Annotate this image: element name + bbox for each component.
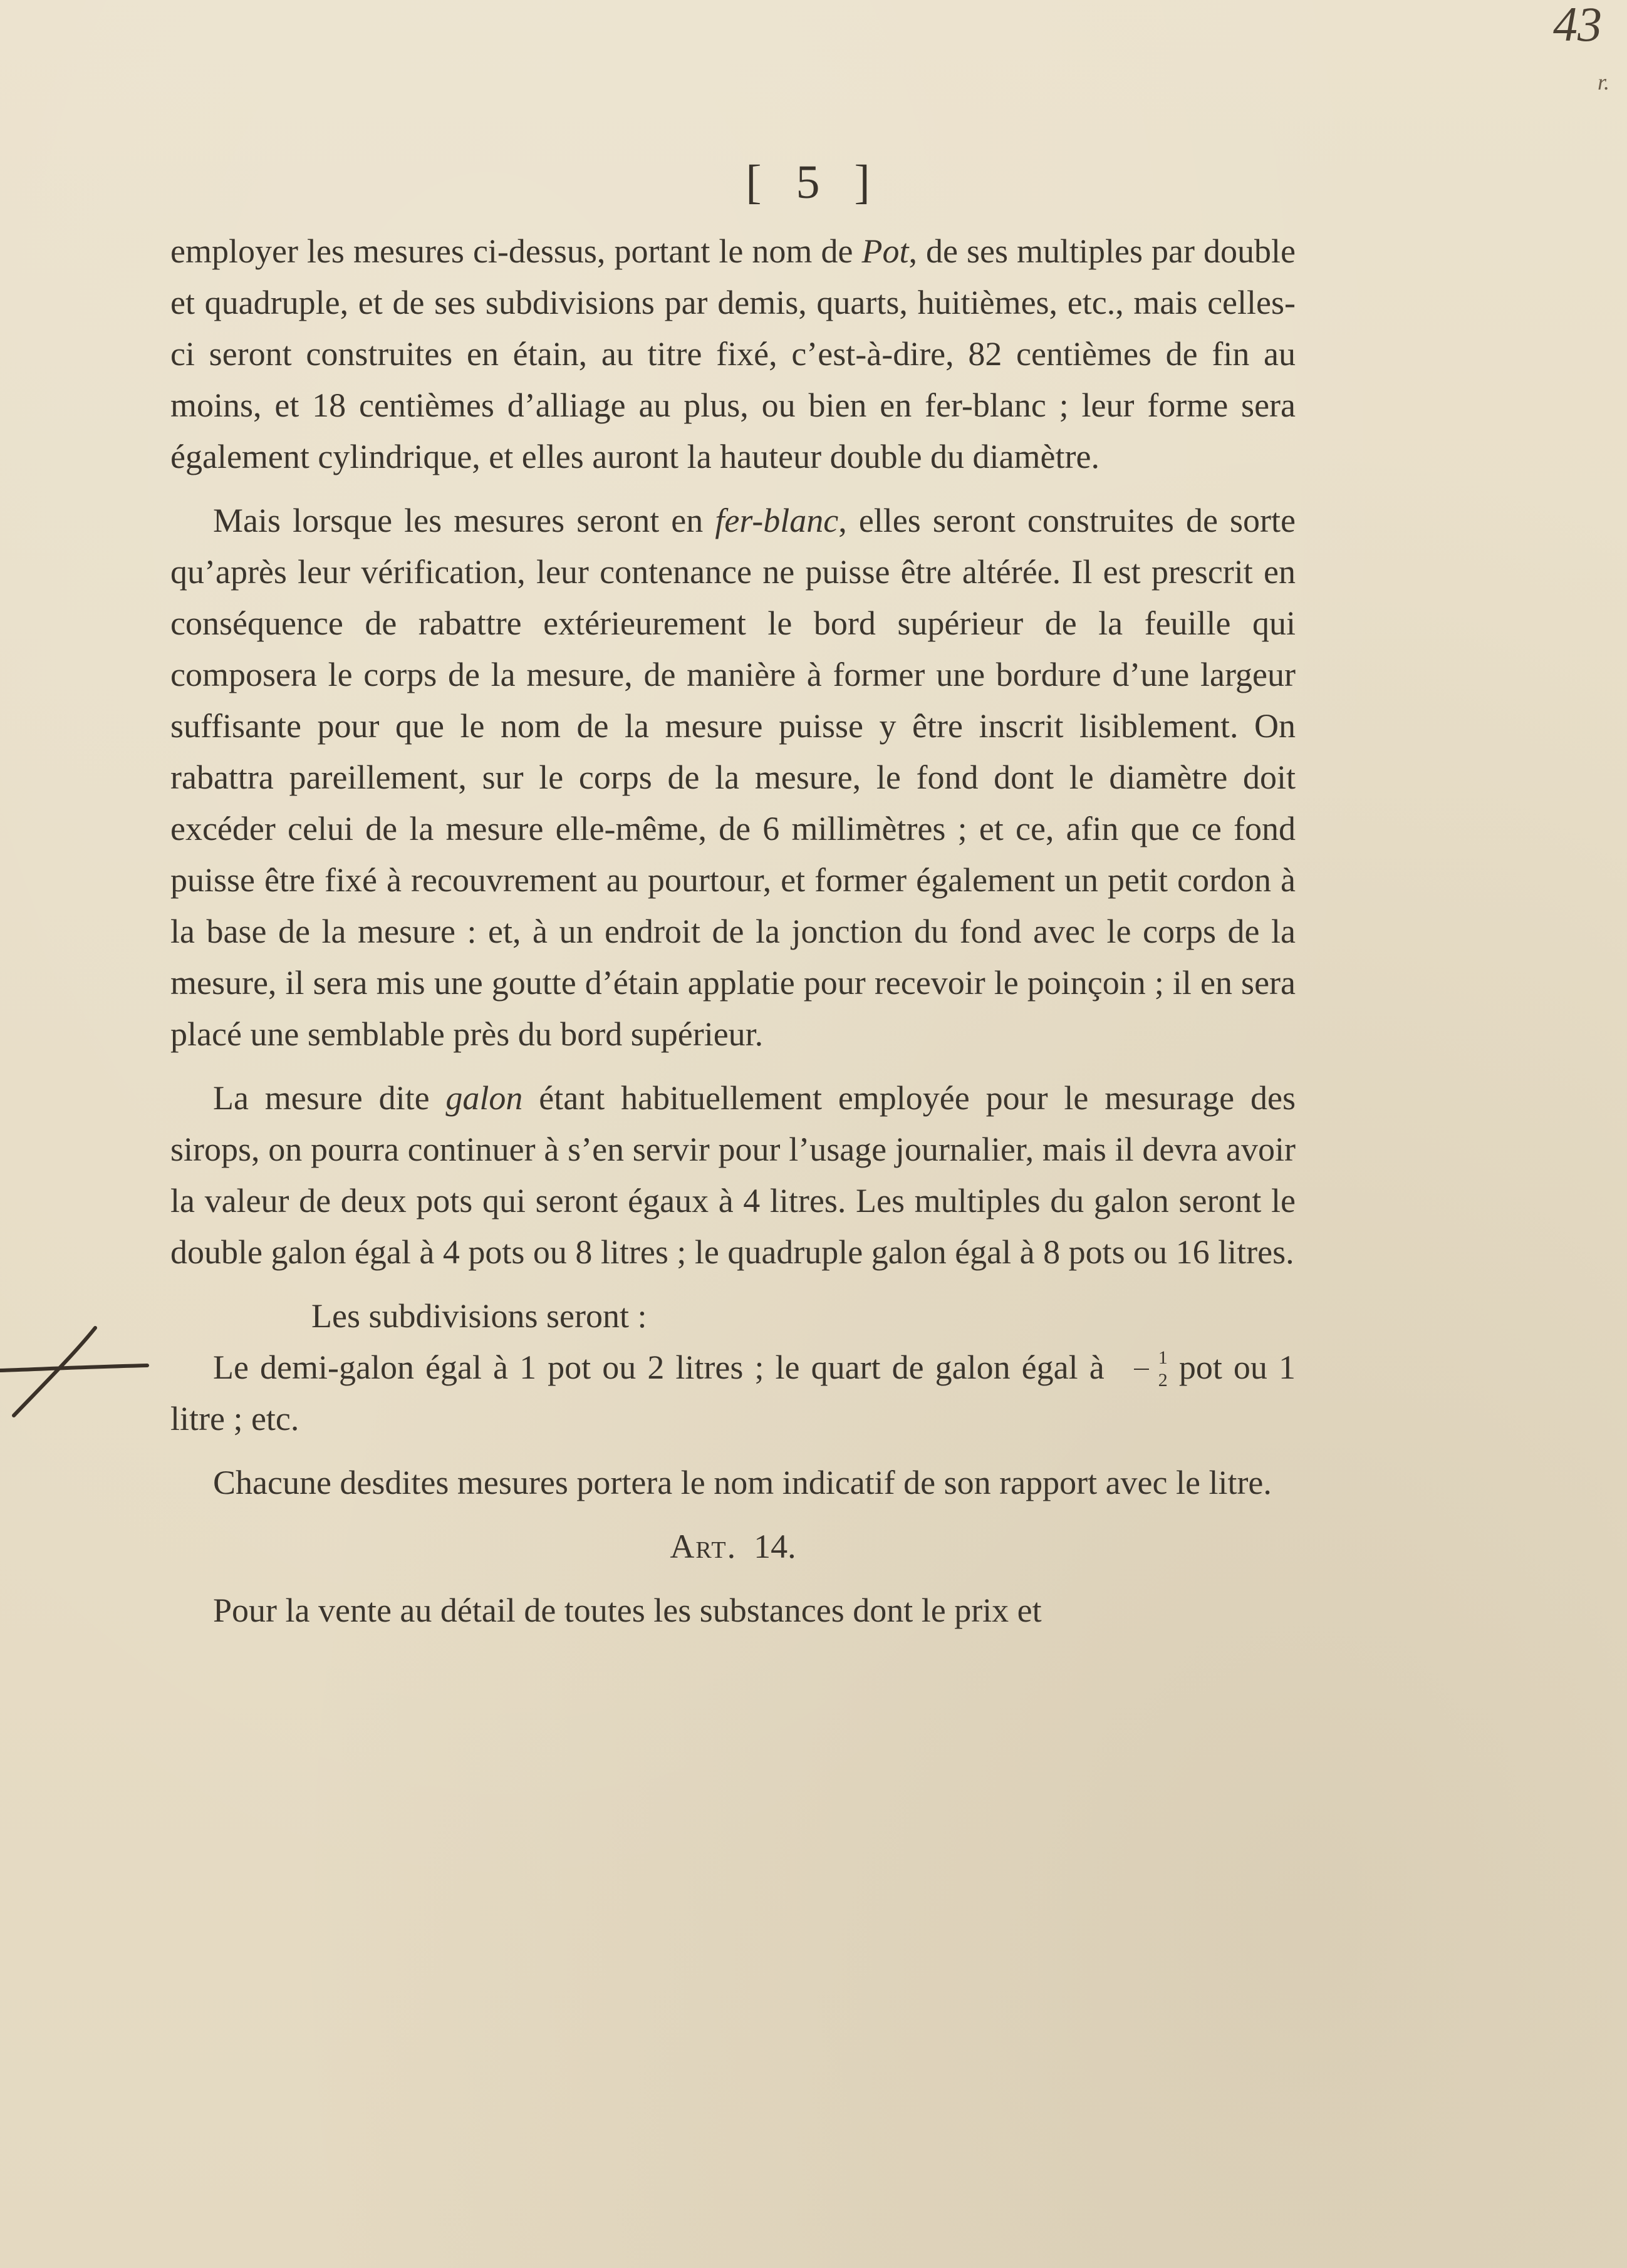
fraction-numerator: 1: [1158, 1347, 1168, 1368]
subdivisions-heading: Les subdivisions seront :: [311, 1297, 647, 1335]
paragraph-4-text-b: pot ou 1 litre ; etc.: [170, 1349, 1296, 1437]
article-heading: [170, 1521, 1296, 1572]
article-label: Art.: [670, 1528, 737, 1565]
paragraph-4: [170, 1342, 1296, 1444]
paragraph-3-text-b: étant habituellement employée pour le mesurage des sirops, on pourra continuer à s’en servir pour l’usage journalier, mais il devra avoir la valeur de deux pots qui seront égaux à 4 litres. Les multiples du galon seront le double galon égal à 4 pots ou 8 litres ; le quadruple galon égal à 8 pots ou 16 litres.: [170, 1079, 1296, 1271]
folio-number: 43: [1553, 0, 1602, 51]
body-text: [170, 225, 1296, 1649]
paragraph-1: [170, 225, 1296, 482]
margin-cross-mark: [0, 1322, 157, 1422]
paragraph-2-text-b: , elles seront construites de sorte qu’après leur vérification, leur contenance ne puisse être altérée. Il est prescrit en conséquence de rabattre extérieurement le bord supérieur de la feuille qui composera le corps de la mesure, de manière à former une bordure d’une largeur suffisante pour que le nom de la mesure puisse y être inscrit lisiblement. On rabattra pareillement, sur le corps de la mesure, le fond dont le diamètre doit excéder celui de la mesure elle-même, de 6 millimètres ; et ce, afin que ce fond puisse être fixé à recouvrement au pourtour, et former également un petit cordon à la base de la mesure : et, à un endroit de la jonction du fond avec le corps de la mesure, il sera mis une goutte d’étain applatie pour recevoir le poinçoin ; il en sera placé une semblable près du bord supérieur.: [170, 502, 1296, 1053]
paragraph-5: Chacune desdites mesures portera le nom indicatif de son rapport avec le litre.: [213, 1464, 1272, 1501]
paragraph-1-italic-pot: Pot: [861, 232, 909, 270]
paragraph-3-text-a: La mesure dite: [213, 1079, 446, 1117]
paragraph-2-italic-fer-blanc: fer-blanc: [715, 502, 839, 539]
paragraph-3: [170, 1072, 1296, 1278]
paragraph-1-text-b: , de ses multiples par double et quadruple, et de ses subdivisions par demis, quarts, huitièmes, etc., mais celles-ci seront construites en étain, au titre fixé, c’est-à-dire, 82 centièmes de fin au moins, et 18 centièmes d’alliage au plus, ou bien en fer-blanc ; leur forme sera également cylindrique, et elles auront la hauteur double du diamètre.: [170, 232, 1296, 475]
fraction-one-half: [1116, 1349, 1168, 1390]
paragraph-2-text-a: Mais lorsque les mesures seront en: [213, 502, 715, 539]
folio-sub-mark: r.: [1597, 70, 1609, 95]
paragraph-1-text-a: employer les mesures ci-dessus, portant le nom de: [170, 232, 862, 270]
article-number: 14.: [754, 1528, 796, 1565]
paragraph-2: [170, 495, 1296, 1060]
page-number: [ 5 ]: [746, 156, 881, 209]
paragraph-3-italic-galon: galon: [445, 1079, 523, 1117]
paragraph-6: Pour la vente au détail de toutes les substances dont le prix et: [213, 1592, 1042, 1629]
fraction-denominator: 2: [1158, 1370, 1168, 1390]
fraction-bar: [1134, 1369, 1149, 1370]
paragraph-4-text-a: Le demi-galon égal à 1 pot ou 2 litres ; le quart de galon égal à: [213, 1349, 1116, 1386]
